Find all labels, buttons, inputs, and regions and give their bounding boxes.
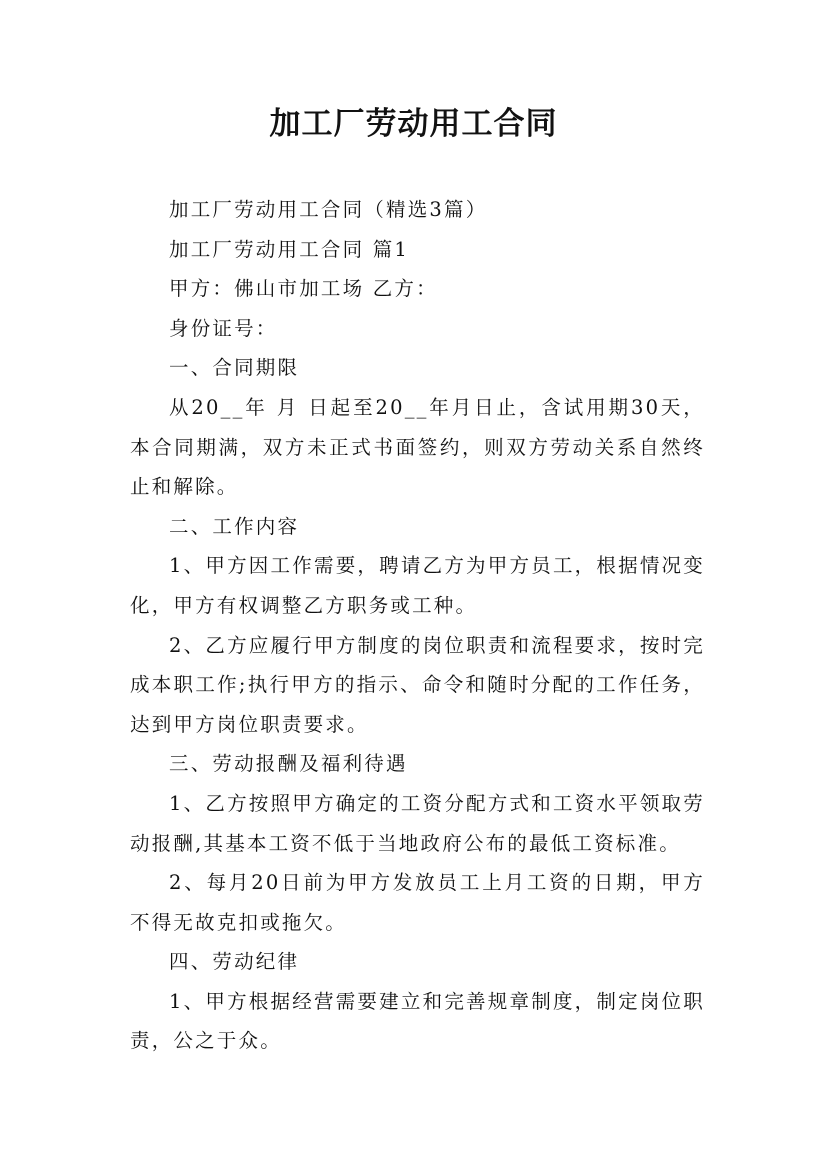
paragraph-id-number: 身份证号： bbox=[169, 316, 278, 340]
paragraph-section-label: 加工厂劳动用工合同 篇1 bbox=[169, 237, 410, 261]
heading-work-content: 二、工作内容 bbox=[169, 514, 300, 538]
document-body bbox=[130, 190, 705, 1061]
heading-labor-discipline: 四、劳动纪律 bbox=[169, 950, 300, 974]
paragraph-parties: 甲方：佛山市加工场 乙方： bbox=[169, 277, 438, 301]
paragraph-work-content-2: 2、乙方应履行甲方制度的岗位职责和流程要求，按时完成本职工作;执行甲方的指示、命令和随时分配的工作任务，达到甲方岗位职责要求。 bbox=[130, 633, 705, 736]
paragraph-work-content-1: 1、甲方因工作需要，聘请乙方为甲方员工，根据情况变化，甲方有权调整乙方职务或工种。 bbox=[130, 554, 705, 617]
paragraph-labor-discipline-1: 1、甲方根据经营需要建立和完善规章制度，制定岗位职责，公之于众。 bbox=[130, 989, 705, 1053]
paragraph-remuneration-2: 2、每月20日前为甲方发放员工上月工资的日期，甲方不得无故克扣或拖欠。 bbox=[130, 871, 705, 934]
heading-remuneration: 三、劳动报酬及福利待遇 bbox=[169, 752, 408, 776]
heading-contract-term: 一、合同期限 bbox=[169, 356, 300, 380]
paragraph-subtitle: 加工厂劳动用工合同（精选3篇） bbox=[169, 198, 488, 221]
paragraph-remuneration-1: 1、乙方按照甲方确定的工资分配方式和工资水平领取劳动报酬,其基本工资不低于当地政府公布的最低工资标准。 bbox=[130, 791, 705, 855]
paragraph-contract-term: 从20__年 月 日起至20__年月日止，含试用期30天，本合同期满，双方未正式书面签约，则双方劳动关系自然终止和解除。 bbox=[130, 395, 705, 499]
document-title: 加工厂劳动用工合同 bbox=[269, 106, 558, 142]
